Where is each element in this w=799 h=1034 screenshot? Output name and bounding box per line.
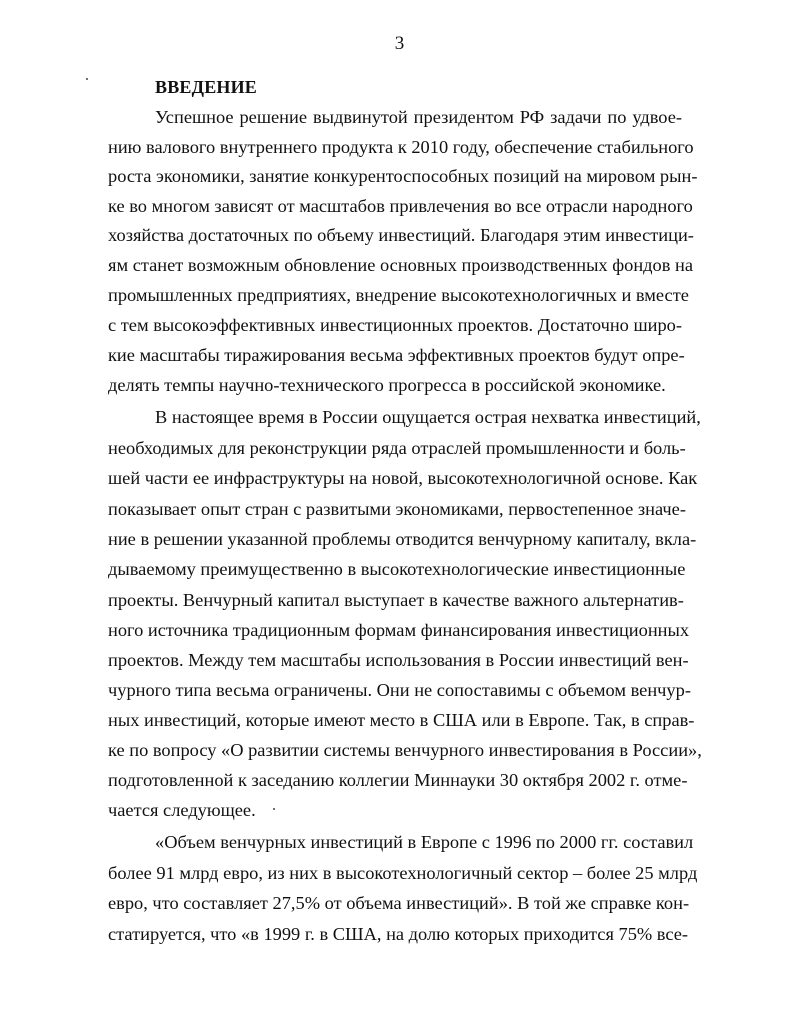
text-line: проектов. Между тем масштабы использования в России инвестиций вен- [108, 650, 689, 670]
text-line: ям станет возможным обновление основных производственных фондов на [108, 255, 694, 275]
scan-speck [86, 78, 88, 80]
text-line: шей части ее инфраструктуры на новой, высокотехнологичной основе. Как [108, 468, 698, 488]
text-line: роста экономики, занятие конкурентоспособных позиций на мировом рын- [108, 166, 698, 186]
text-line: евро, что составляет 27,5% от объема инвестиций». В той же справке кон- [108, 893, 690, 913]
text-line: кие масштабы тиражирования весьма эффективных проектов будут опре- [108, 345, 685, 365]
text-line: более 91 млрд евро, из них в высокотехнологичный сектор – более 25 млрд [108, 863, 698, 883]
text-line: «Объем венчурных инвестиций в Европе с 1996 по 2000 гг. составил [155, 832, 694, 852]
text-line: подготовленной к заседанию коллегии Миннауки 30 октября 2002 г. отме- [108, 770, 688, 790]
text-line: нию валового внутреннего продукта к 2010 году, обеспечение стабильного [108, 137, 694, 157]
text-line: ных инвестиций, которые имеют место в США или в Европе. Так, в справ- [108, 710, 695, 730]
text-line: хозяйства достаточных по объему инвестиций. Благодаря этим инвестици- [108, 225, 694, 245]
text-line: делять темпы научно-технического прогресса в российской экономике. [108, 375, 666, 395]
scan-speck [273, 808, 275, 810]
text-line: показывает опыт стран с развитыми экономиками, первостепенное значе- [108, 499, 686, 519]
text-line: дываемому преимущественно в высокотехнологические инвестиционные [108, 559, 686, 579]
text-line: с тем высокоэффективных инвестиционных проектов. Достаточно широ- [108, 315, 682, 335]
text-line: чурного типа весьма ограничены. Они не сопоставимы с объемом венчур- [108, 680, 691, 700]
text-line: статируется, что «в 1999 г. в США, на долю которых приходится 75% все- [108, 924, 689, 944]
text-line: Успешное решение выдвинутой президентом РФ задачи по удвое- [155, 107, 682, 127]
text-line: необходимых для реконструкции ряда отраслей промышленности и боль- [108, 438, 686, 458]
text-line: проекты. Венчурный капитал выступает в качестве важного альтернатив- [108, 590, 684, 610]
text-line: ние в решении указанной проблемы отводится венчурному капиталу, вкла- [108, 529, 697, 549]
text-line: промышленных предприятиях, внедрение высокотехнологичных и вместе [108, 285, 689, 305]
page-number: 3 [394, 33, 405, 54]
text-line: ке во многом зависят от масштабов привлечения во все отрасли народного [108, 196, 693, 216]
section-heading: ВВЕДЕНИЕ [155, 77, 258, 97]
text-line: В настоящее время в России ощущается острая нехватка инвестиций, [155, 407, 701, 427]
text-line: чается следующее. [108, 800, 256, 820]
text-line: ного источника традиционным формам финансирования инвестиционных [108, 620, 690, 640]
text-line: ке по вопросу «О развитии системы венчурного инвестирования в России», [108, 740, 702, 760]
